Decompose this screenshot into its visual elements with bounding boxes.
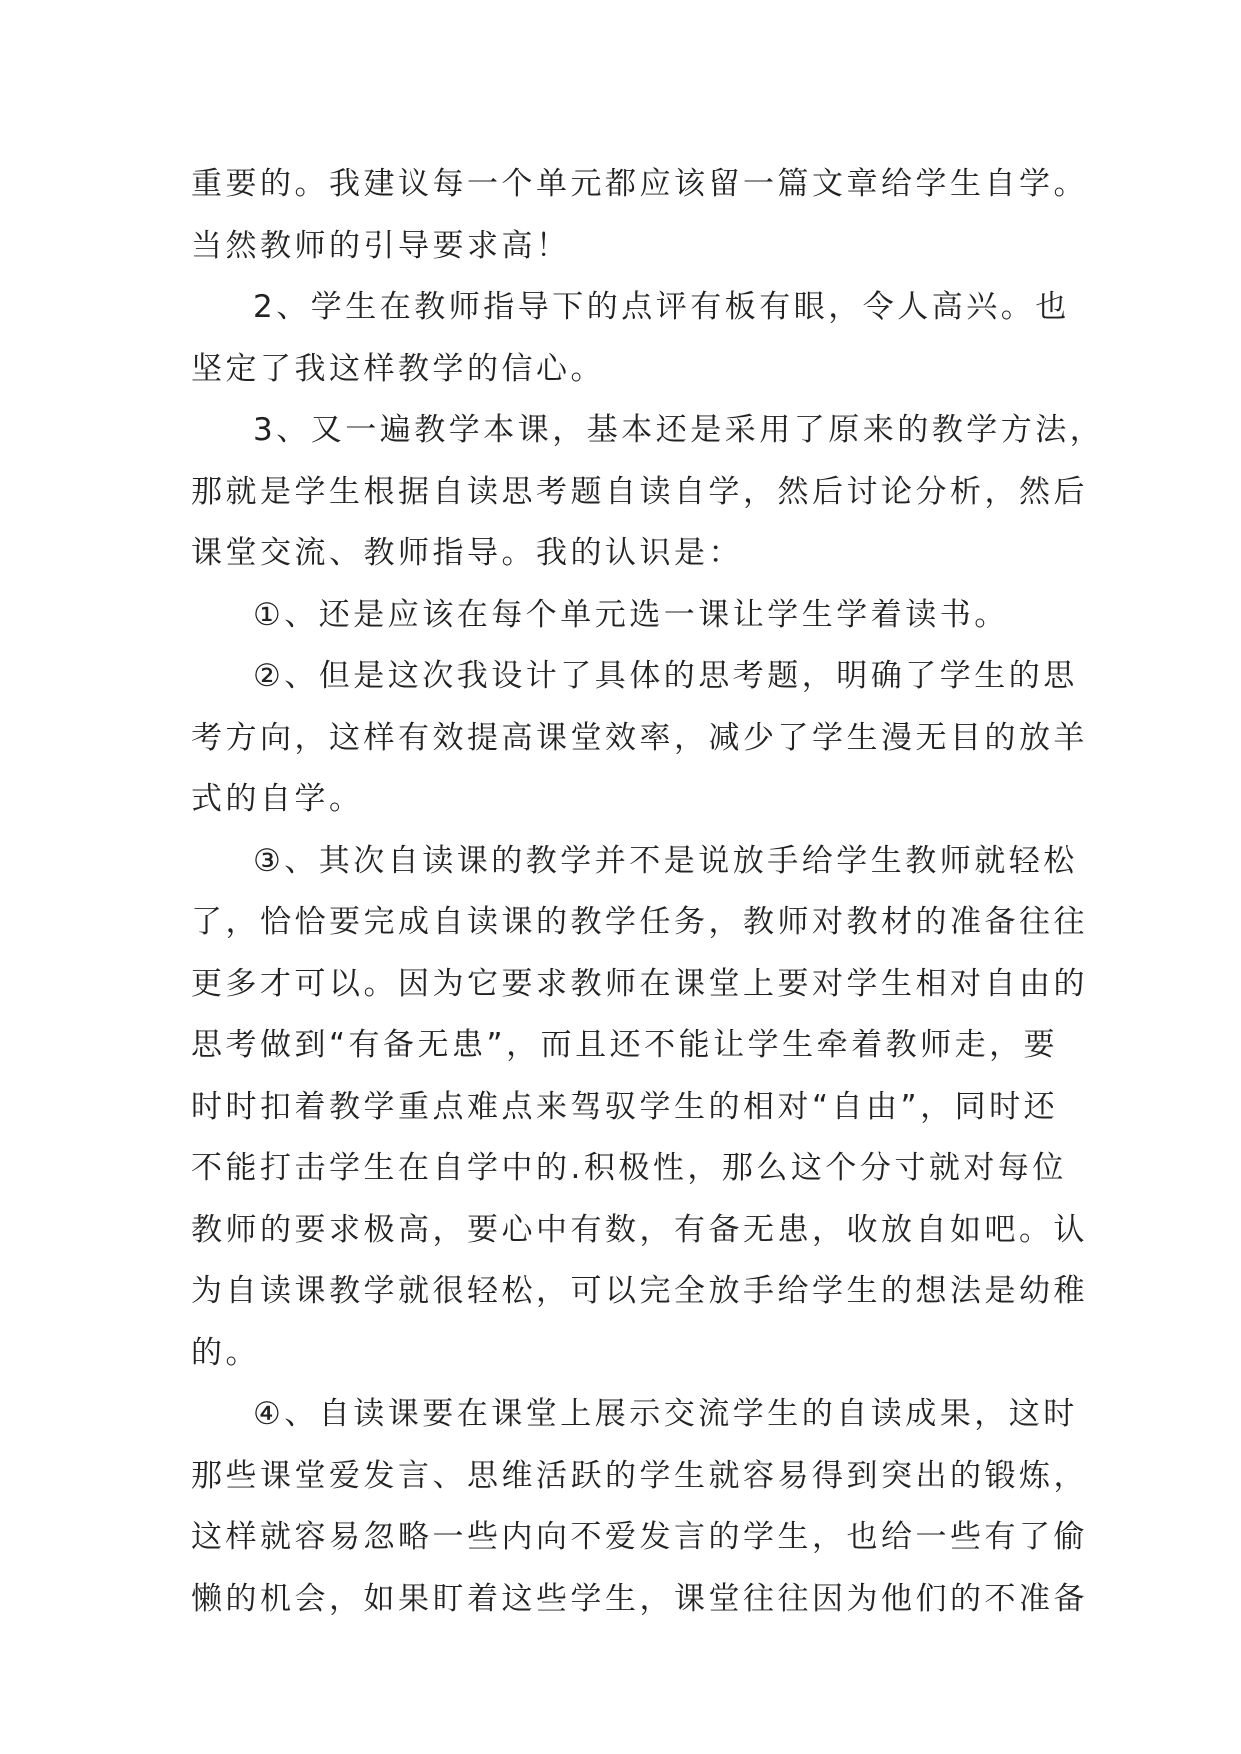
text-line: 懒的机会，如果盯着这些学生，课堂往往因为他们的不准备 [191, 1580, 1088, 1617]
text-line: 了，恰恰要完成自读课的教学任务，教师对教材的准备往往 [191, 904, 1088, 940]
text-line: 坚定了我这样教学的信心。 [191, 350, 605, 387]
text-line: ③、其次自读课的教学并不是说放手给学生教师就轻松 [253, 842, 1078, 879]
text-line: 重要的。我建议每一个单元都应该留一篇文章给学生自学。 [191, 166, 1088, 202]
text-line: 式的自学。 [191, 781, 364, 817]
text-line: 思考做到“有备无患”，而且还不能让学生牵着教师走，要 [191, 1027, 1059, 1063]
text-line: 当然教师的引导要求高！ [191, 227, 571, 264]
text-line: 时时扣着教学重点难点来驾驭学生的相对“自由”，同时还 [191, 1088, 1059, 1125]
text-line: 2、学生在教师指导下的点评有板有眼，令人高兴。也 [253, 289, 1070, 325]
body-text [191, 154, 1105, 1630]
text-line: ④、自读课要在课堂上展示交流学生的自读成果，这时 [253, 1396, 1078, 1432]
text-line: ①、还是应该在每个单元选一课让学生学着读书。 [253, 596, 1009, 633]
text-line: 3、又一遍教学本课，基本还是采用了原来的教学方法， [253, 412, 1105, 448]
text-line: 那就是学生根据自读思考题自读自学，然后讨论分析，然后 [191, 473, 1088, 510]
text-line: 教师的要求极高，要心中有数，有备无患，收放自如吧。认 [191, 1211, 1088, 1248]
text-line: 考方向，这样有效提高课堂效率，减少了学生漫无目的放羊 [191, 719, 1088, 756]
text-line: ②、但是这次我设计了具体的思考题，明确了学生的思 [253, 658, 1078, 694]
text-line: 的。 [191, 1334, 260, 1371]
text-line: 更多才可以。因为它要求教师在课堂上要对学生相对自由的 [191, 965, 1088, 1002]
text-line: 这样就容易忽略一些内向不爱发言的学生，也给一些有了偷 [191, 1519, 1088, 1555]
text-line: 为自读课教学就很轻松，可以完全放手给学生的想法是幼稚 [191, 1273, 1088, 1309]
text-line: 课堂交流、教师指导。我的认识是： [191, 535, 743, 571]
text-line: 不能打击学生在自学中的.积极性，那么这个分寸就对每位 [191, 1150, 1067, 1186]
text-line: 那些课堂爱发言、思维活跃的学生就容易得到突出的锻炼， [191, 1457, 1088, 1494]
